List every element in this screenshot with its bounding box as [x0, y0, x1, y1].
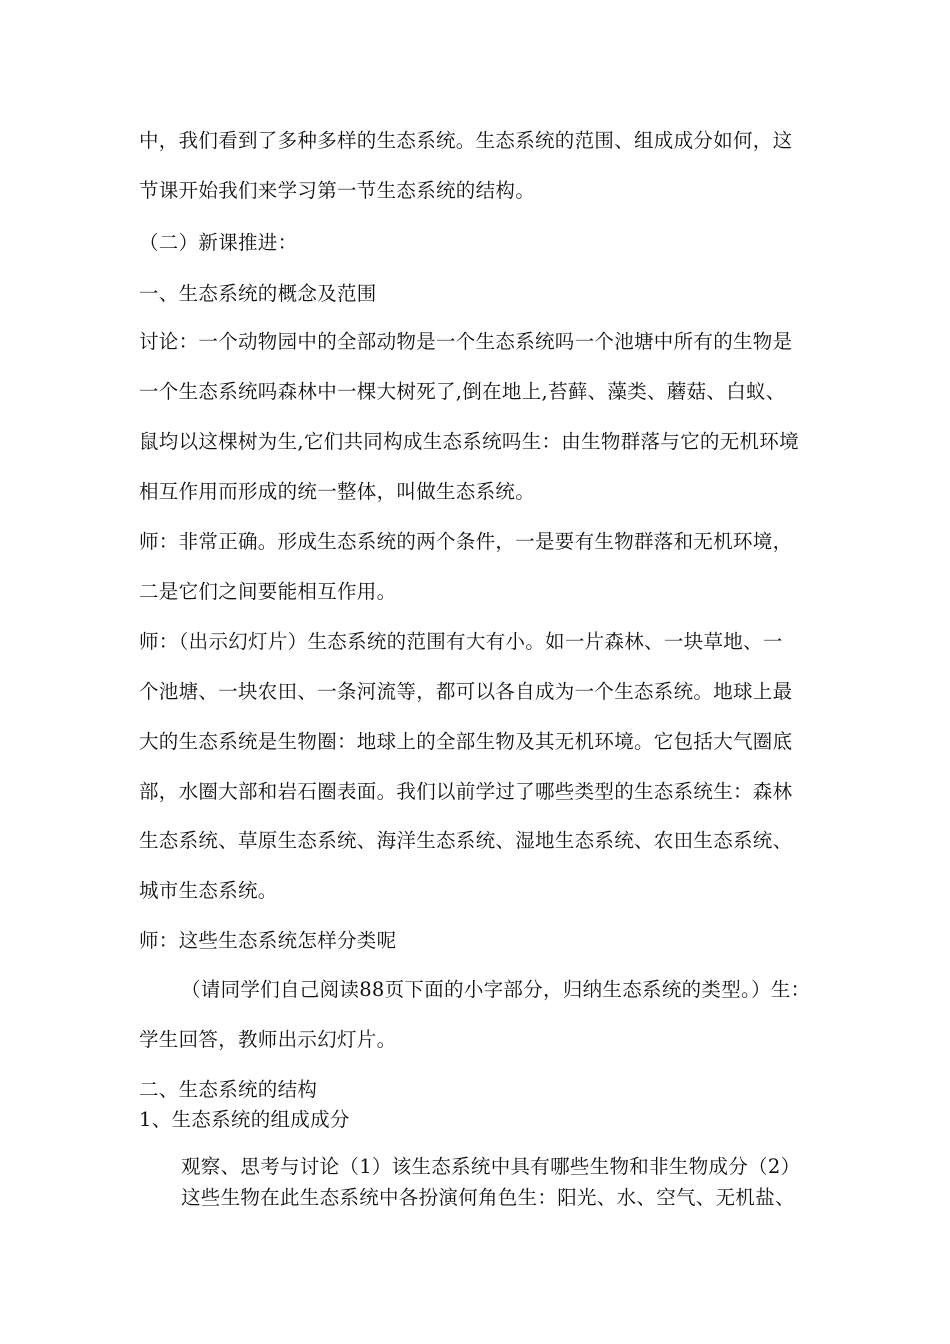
text-line: 个池塘、一块农田、一条河流等，都可以各自成为一个生态系统。地球上最 — [139, 680, 793, 703]
text-line: 师：非常正确。形成生态系统的两个条件，一是要有生物群落和无机环境， — [139, 530, 793, 553]
text-line: 师：这些生态系统怎样分类呢 — [139, 929, 397, 952]
text-line: 生态系统、草原生态系统、海洋生态系统、湿地生态系统、农田生态系统、 — [139, 829, 793, 852]
text-line: 鼠均以这棵树为生,它们共同构成生态系统吗生：由生物群落与它的无机环境 — [139, 430, 799, 453]
text-line: 节课开始我们来学习第一节生态系统的结构。 — [139, 179, 536, 202]
section-heading: 二、生态系统的结构 — [139, 1078, 318, 1101]
text-line: 大的生态系统是生物圈：地球上的全部生物及其无机环境。它包括大气圈底 — [139, 730, 793, 753]
subsection-heading: 1、生态系统的组成成分 — [139, 1108, 350, 1131]
text-line: 师：（出示幻灯片）生态系统的范围有大有小。如一片森林、一块草地、一 — [139, 630, 783, 653]
text-line: 城市生态系统。 — [139, 879, 278, 902]
text-line: 观察、思考与讨论（1）该生态系统中具有哪些生物和非生物成分（2） — [181, 1155, 801, 1178]
text-line: 学生回答，教师出示幻灯片。 — [139, 1028, 397, 1051]
text-line: 相互作用而形成的统一整体，叫做生态系统。 — [139, 480, 536, 503]
text-line: 中，我们看到了多种多样的生态系统。生态系统的范围、组成成分如何，这 — [139, 129, 793, 152]
text-line: 一个生态系统吗森林中一棵大树死了,倒在地上,苔藓、藻类、蘑菇、白蚁、 — [139, 380, 786, 403]
text-line: 这些生物在此生态系统中各扮演何角色生：阳光、水、空气、无机盐、 — [181, 1186, 795, 1209]
text-line: 部，水圈大部和岩石圈表面。我们以前学过了哪些类型的生态系统生：森林 — [139, 780, 793, 803]
text-line: （请同学们自己阅读88页下面的小字部分，归纳生态系统的类型。）生： — [181, 978, 811, 1001]
section-heading: （二）新课推进： — [139, 231, 298, 254]
text-line: 讨论：一个动物园中的全部动物是一个生态系统吗一个池塘中所有的生物是 — [139, 330, 793, 353]
section-heading: 一、生态系统的概念及范围 — [139, 282, 377, 305]
text-line: 二是它们之间要能相互作用。 — [139, 580, 397, 603]
